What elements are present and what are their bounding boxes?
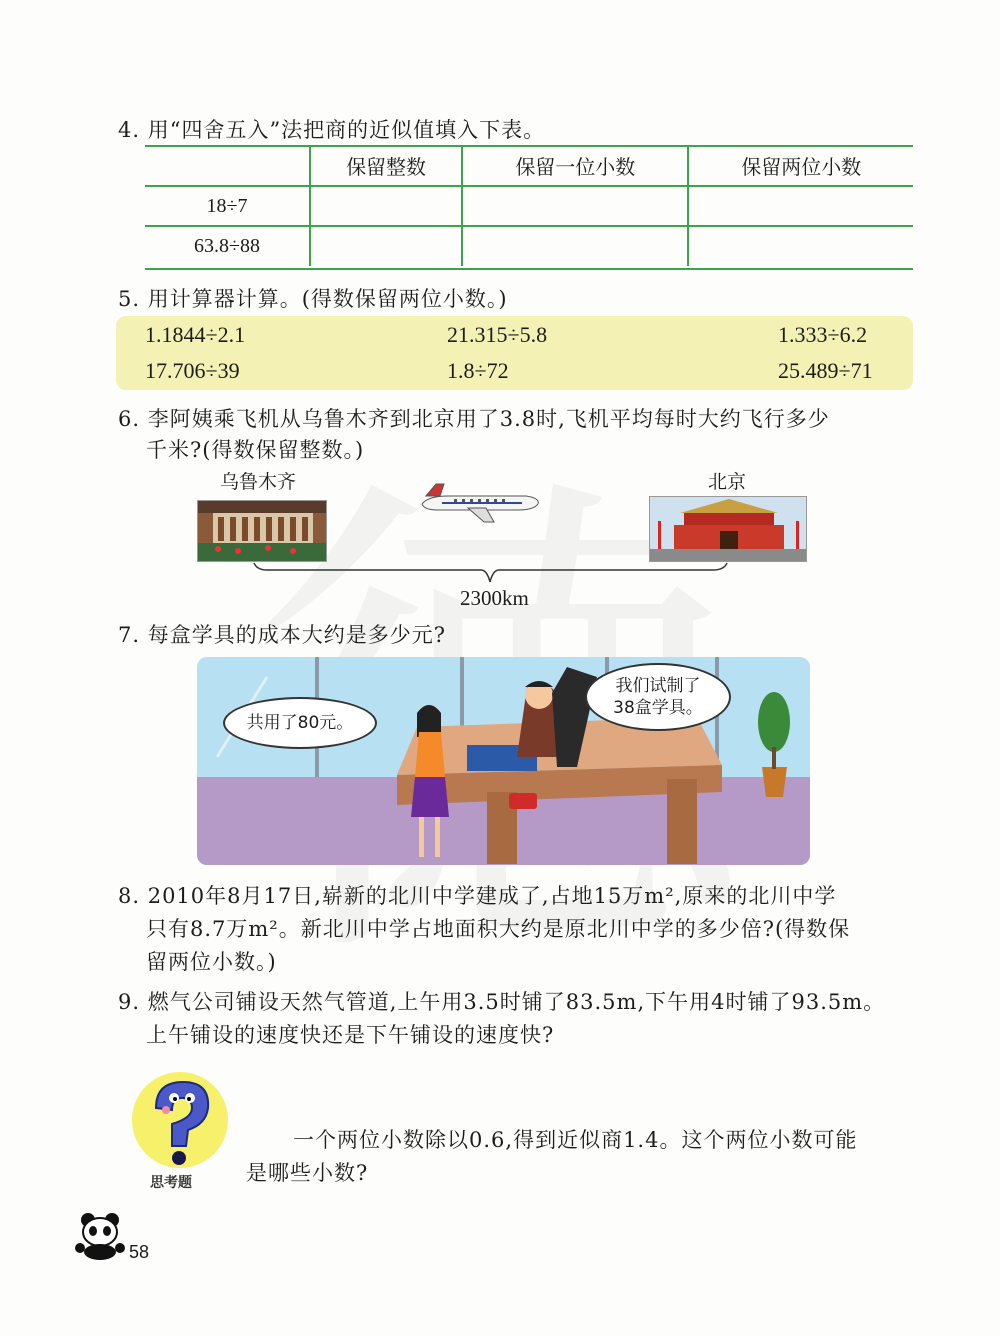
q8-line2: 只有8.7万m²。新北川中学占地面积大约是原北川中学的多少倍?(得数保 xyxy=(146,917,851,941)
calc-item: 1.333÷6.2 xyxy=(778,322,868,347)
right-bubble-line2: 38盒学具。 xyxy=(613,698,703,718)
table-header-integer: 保留整数 xyxy=(310,146,462,186)
table-bottom-border xyxy=(145,268,913,270)
calc-item: 21.315÷5.8 xyxy=(447,322,548,347)
question-mark-icon xyxy=(128,1070,232,1178)
beijing-photo xyxy=(649,496,807,562)
answer-cell[interactable] xyxy=(688,186,913,226)
answer-cell[interactable] xyxy=(462,226,688,266)
right-city-label: 北京 xyxy=(708,471,747,493)
q7-prompt: 7. 每盒学具的成本大约是多少元? xyxy=(118,623,446,647)
left-speech-bubble xyxy=(223,697,377,749)
distance-label: 2300km xyxy=(460,586,529,610)
left-bubble-text: 共用了80元。 xyxy=(246,713,354,733)
q6-line2: 千米?(得数保留整数。) xyxy=(146,438,365,462)
calc-item: 25.489÷71 xyxy=(778,358,873,383)
think-line2: 是哪些小数? xyxy=(246,1161,369,1185)
q9-line2: 上午铺设的速度快还是下午铺设的速度快? xyxy=(146,1023,555,1047)
q8-line1: 8. 2010年8月17日,崭新的北川中学建成了,占地15万m²,原来的北川中学 xyxy=(118,884,837,908)
urumqi-photo xyxy=(197,500,327,562)
answer-cell[interactable] xyxy=(462,186,688,226)
right-bubble-line1: 我们试制了 xyxy=(615,676,701,696)
q5-prompt: 5. 用计算器计算。(得数保留两位小数。) xyxy=(118,287,508,311)
answer-cell[interactable] xyxy=(310,186,462,226)
answer-cell[interactable] xyxy=(688,226,913,266)
calc-item: 1.1844÷2.1 xyxy=(145,322,246,347)
q9-line1: 9. 燃气公司铺设天然气管道,上午用3.5时铺了83.5m,下午用4时铺了93.5m。 xyxy=(118,990,886,1014)
calc-item: 1.8÷72 xyxy=(447,358,509,383)
left-city-label: 乌鲁木齐 xyxy=(220,471,297,493)
q6-line1: 6. 李阿姨乘飞机从乌鲁木齐到北京用了3.8时,飞机平均每时大约飞行多少 xyxy=(118,407,830,431)
q4-prompt: 4. 用“四舍五入”法把商的近似值填入下表。 xyxy=(118,118,546,142)
office-scene xyxy=(197,657,810,865)
q8-line3: 留两位小数。) xyxy=(146,950,277,974)
table-header-empty xyxy=(145,146,310,186)
table-header-two-decimal: 保留两位小数 xyxy=(688,146,913,186)
table-row-label: 18÷7 xyxy=(145,186,310,226)
calc-item: 17.706÷39 xyxy=(145,358,240,383)
approximation-table xyxy=(145,146,913,266)
table-header-one-decimal: 保留一位小数 xyxy=(462,146,688,186)
table-row-label: 63.8÷88 xyxy=(194,235,260,257)
answer-cell[interactable] xyxy=(310,226,462,266)
panda-icon xyxy=(74,1210,128,1264)
think-line1: 一个两位小数除以0.6,得到近似商1.4。这个两位小数可能 xyxy=(293,1128,858,1152)
think-question-label: 思考题 xyxy=(150,1175,192,1191)
airplane-image xyxy=(418,482,542,528)
page-number: 58 xyxy=(129,1242,150,1262)
right-speech-bubble xyxy=(585,663,731,731)
distance-brace xyxy=(253,562,728,588)
